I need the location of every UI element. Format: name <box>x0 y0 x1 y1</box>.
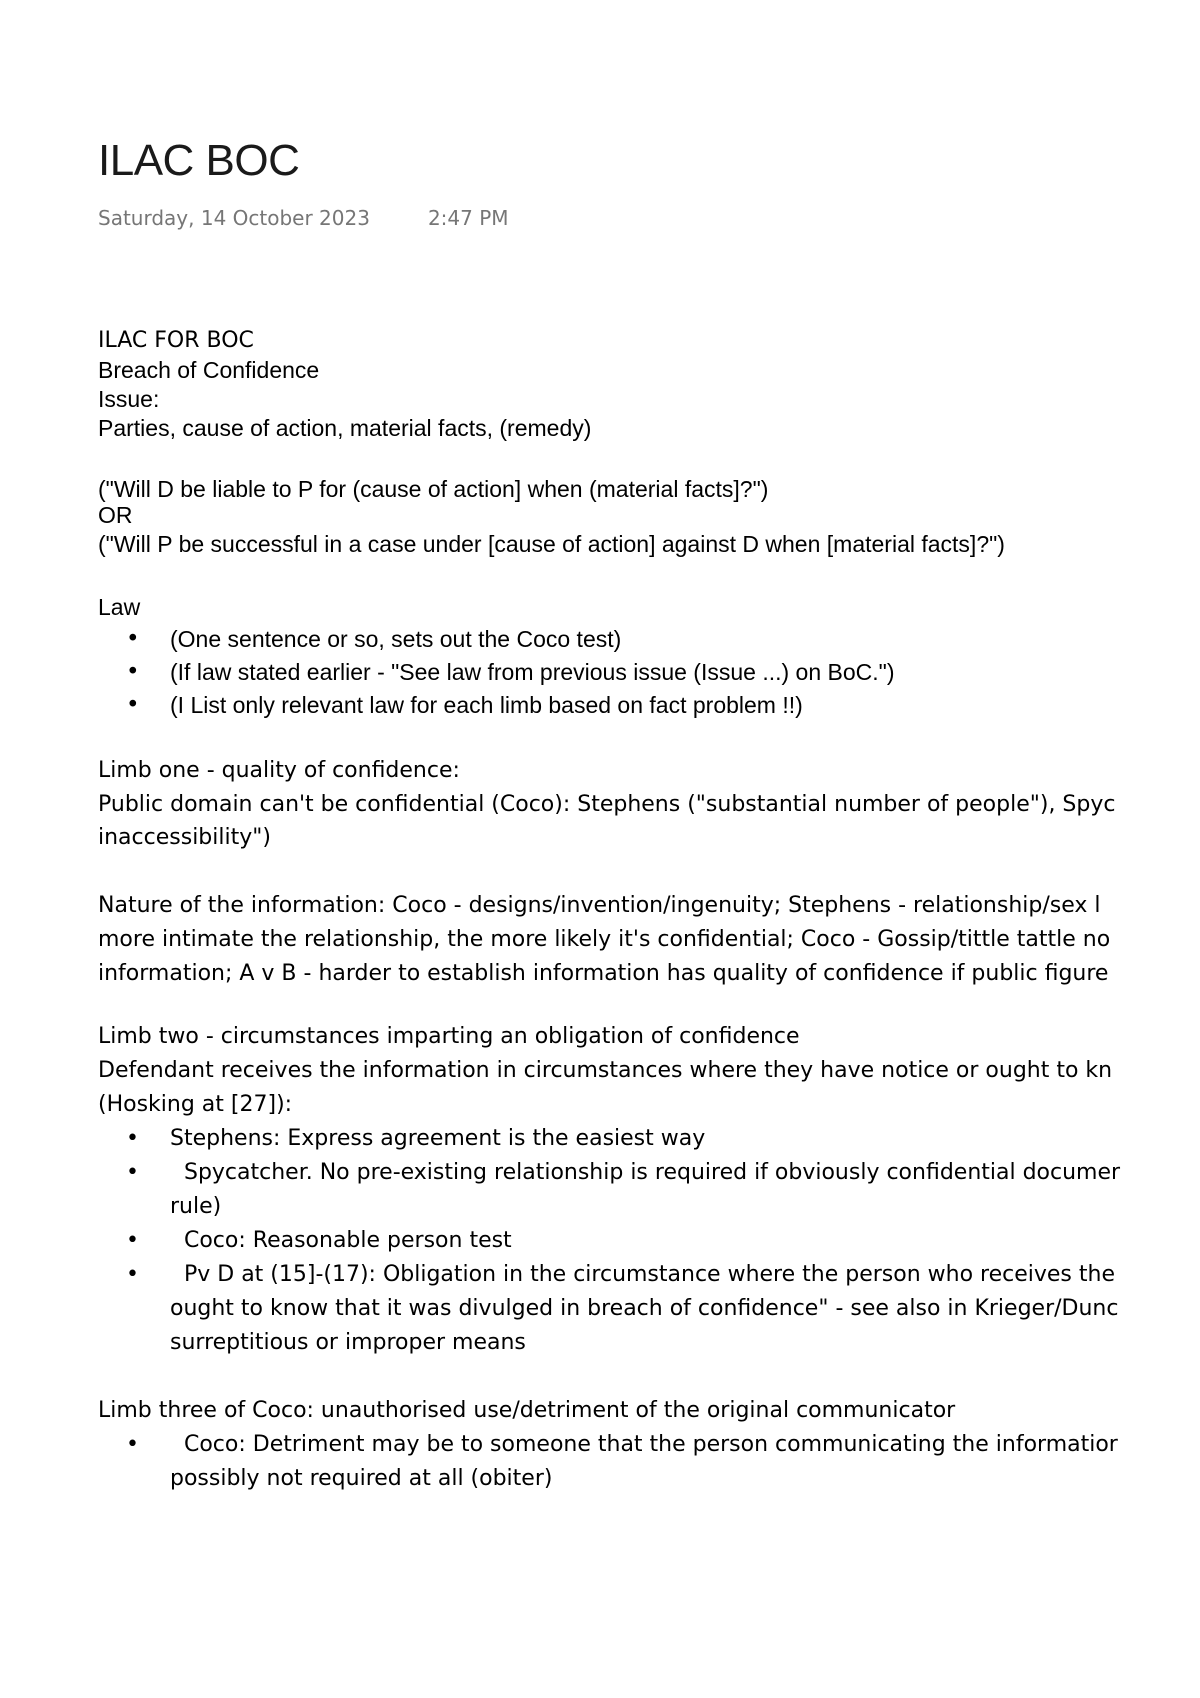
question-1: ("Will D be liable to P for (cause of action] when (material facts]?") <box>98 476 769 502</box>
intro-heading: ILAC FOR BOC <box>98 328 254 353</box>
limb2-item-text: rule) <box>170 1194 222 1219</box>
limb2-list <box>98 1122 1200 1360</box>
limb1-nature-line: more intimate the relationship, the more likely it's confidential; Coco - Gossip/tittle tattle no <box>98 927 1111 952</box>
limb2-item-text: • Pv D at (15]-(17): Obligation in the circumstance where the person who receives the <box>170 1262 1115 1287</box>
limb2-item-text: • Spycatcher. No pre-existing relationship is required if obviously confidential documer <box>170 1160 1121 1185</box>
spacer <box>98 991 1200 1020</box>
spacer <box>98 1360 1200 1394</box>
limb3-item <box>98 1428 1200 1496</box>
law-list <box>98 623 1200 722</box>
limb3-item-text: • Coco: Detriment may be to someone that the person communicating the informatior <box>170 1432 1118 1457</box>
page-title: ILAC BOC <box>98 136 300 185</box>
note-page <box>98 0 1200 1698</box>
page-timestamp <box>98 206 509 230</box>
spacer <box>98 854 1200 889</box>
spacer <box>98 722 1200 753</box>
limb1-nature-line: Nature of the information: Coco - designs/invention/ingenuity; Stephens - relationship/sex l <box>98 893 1101 918</box>
spacer <box>98 560 1200 591</box>
limb2-item-text: ought to know that it was divulged in breach of confidence" - see also in Krieger/Dunc <box>170 1296 1119 1321</box>
issue-text: Parties, cause of action, material facts, (remedy) <box>98 415 592 441</box>
limb2-item <box>98 1224 1200 1258</box>
question-2: ("Will P be successful in a case under [cause of action] against D when [material facts]?") <box>98 531 1005 557</box>
limb3-heading: Limb three of Coco: unauthorised use/detriment of the original communicator <box>98 1398 956 1423</box>
limb2-item <box>98 1156 1200 1224</box>
limb2-item-text: • Stephens: Express agreement is the easiest way <box>170 1126 706 1151</box>
limb3-list <box>98 1428 1200 1496</box>
spacer <box>98 443 1200 476</box>
or-label: OR <box>98 502 133 528</box>
limb2-intro-line: (Hosking at [27]): <box>98 1092 293 1117</box>
limb2-item-text: • Coco: Reasonable person test <box>170 1228 512 1253</box>
limb2-item-text: surreptitious or improper means <box>170 1330 526 1355</box>
law-item: • (If law stated earlier - "See law from previous issue (Issue ...) on BoC.") <box>98 656 1200 689</box>
limb3-item-text: possibly not required at all (obiter) <box>170 1466 553 1491</box>
intro-subheading: Breach of Confidence <box>98 357 320 383</box>
limb2-heading: Limb two - circumstances imparting an obligation of confidence <box>98 1024 800 1049</box>
law-item: • (I List only relevant law for each limb based on fact problem !!) <box>98 689 1200 722</box>
limb2-item <box>98 1122 1200 1156</box>
law-heading: Law <box>98 594 141 620</box>
limb2-item <box>98 1258 1200 1360</box>
limb1-paragraph-line: Public domain can't be confidential (Coco): Stephens ("substantial number of people"), Spyc <box>98 792 1116 817</box>
law-item: • (One sentence or so, sets out the Coco test) <box>98 623 1200 656</box>
limb2-intro-line: Defendant receives the information in circumstances where they have notice or ought to kn <box>98 1058 1113 1083</box>
limb1-paragraph-line: inaccessibility") <box>98 825 271 850</box>
note-body[interactable] <box>98 326 1200 1496</box>
page-date: Saturday, 14 October 2023 <box>98 206 370 230</box>
limb1-nature-line: information; A v B - harder to establish information has quality of confidence if public figure <box>98 961 1109 986</box>
issue-label: Issue: <box>98 386 160 412</box>
page-time: 2:47 PM <box>427 206 509 230</box>
limb1-heading: Limb one - quality of confidence: <box>98 758 460 783</box>
